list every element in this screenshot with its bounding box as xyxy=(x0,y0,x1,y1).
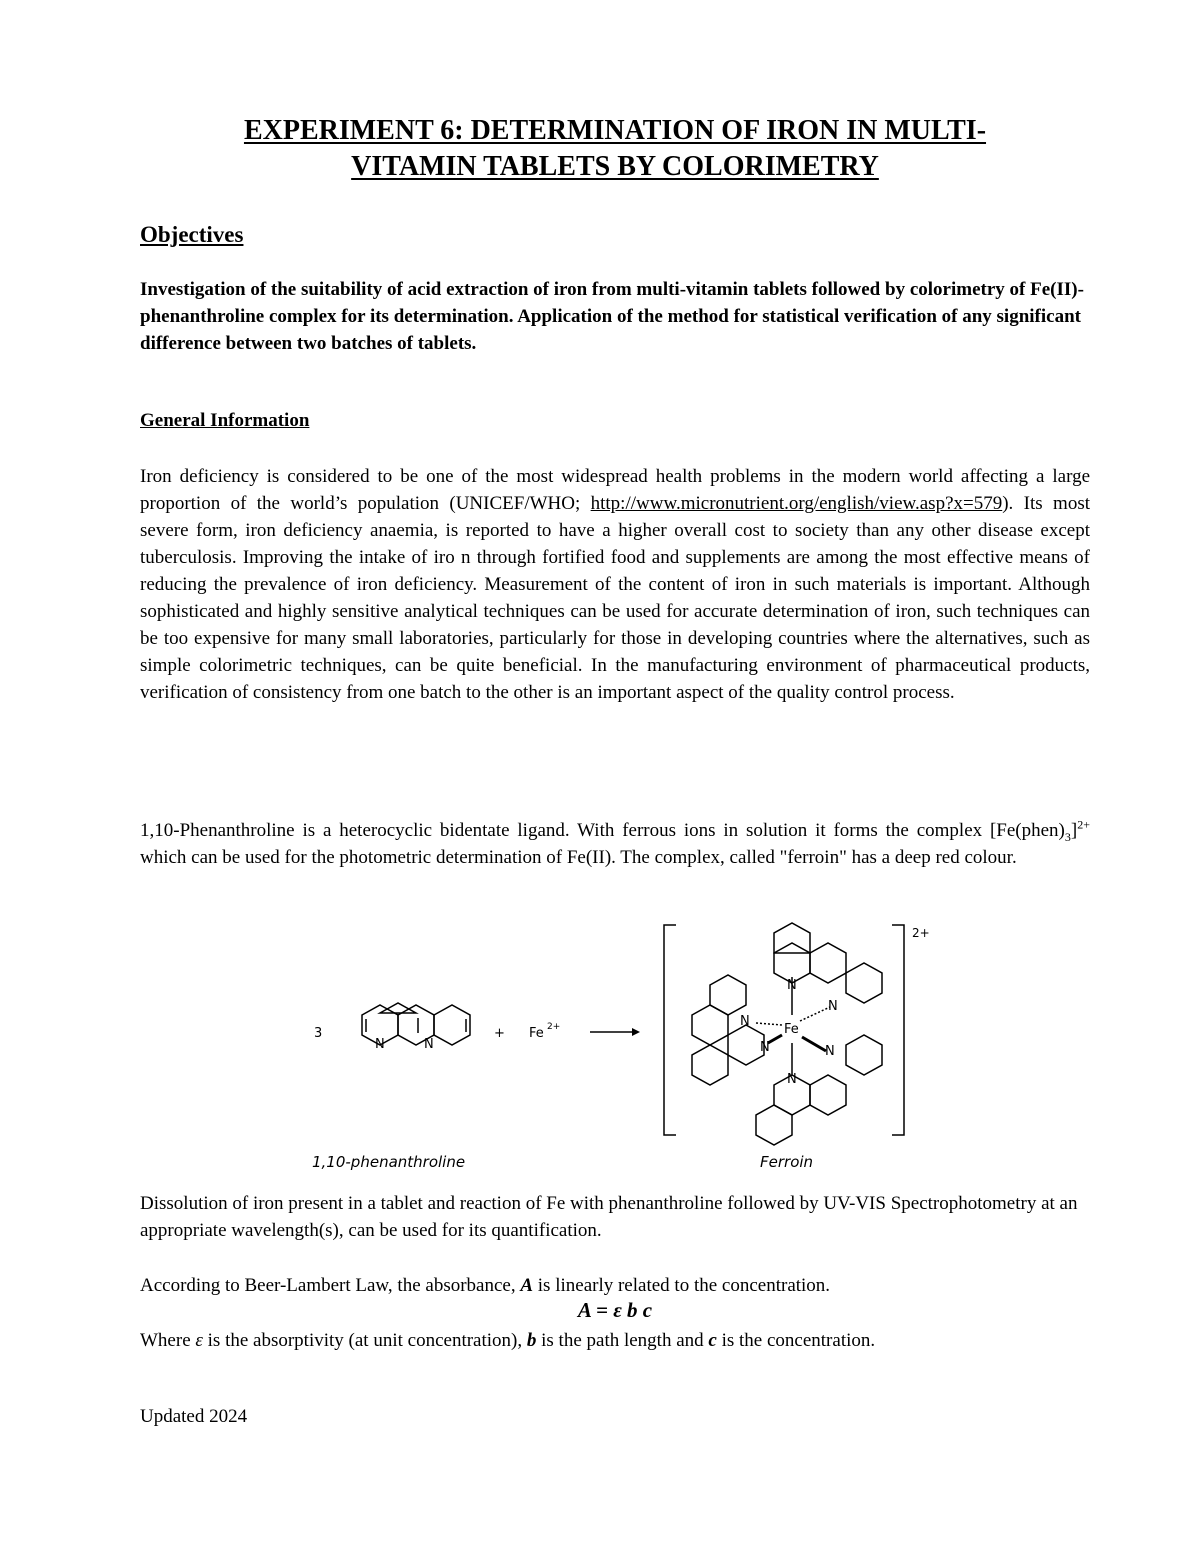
where-text-2: is the absorptivity (at unit concentration), xyxy=(202,1330,527,1351)
document-title xyxy=(140,113,1090,185)
dissolution-paragraph: Dissolution of iron present in a tablet and reaction of Fe with phenanthroline followed by UV-VIS Spectrophotometry at an appropriate wavelength(s), can be used for its quantification. xyxy=(140,1193,1078,1241)
beer-text-1: According to Beer-Lambert Law, the absorbance, xyxy=(140,1275,521,1296)
micronutrient-link[interactable]: http://www.micronutrient.org/english/view.asp?x=579 xyxy=(590,493,1003,514)
title-line-1: EXPERIMENT 6: DETERMINATION OF IRON IN MULTI- xyxy=(243,115,987,146)
phen-n-label-2: N xyxy=(424,1037,434,1052)
ferroin-n-label-3: N xyxy=(740,1014,750,1029)
caption-phenanthroline: 1,10-phenanthroline xyxy=(312,1153,466,1171)
ferroin-n-label-5: N xyxy=(825,1044,835,1059)
phen-text-3: which can be used for the photometric determination of Fe(II). The complex, called "ferroin" has a deep red colour. xyxy=(140,847,1017,868)
ferroin-ligand-bottom xyxy=(756,1035,882,1145)
ferroin-reaction-figure xyxy=(300,915,940,1185)
beer-absorbance-symbol: A xyxy=(520,1275,534,1296)
complex-bracket-right xyxy=(892,925,904,1135)
phenanthroline-paragraph xyxy=(140,817,1090,871)
objectives-paragraph: Investigation of the suitability of acid extraction of iron from multi-vitamin tablets followed by colorimetry of Fe(II)-phenanthroline complex for its determination. Application of the method for statistical verification of any significant difference between two batches of tablets. xyxy=(140,279,1084,354)
formula-explanation xyxy=(140,1327,1090,1354)
phen-text-1: 1,10-Phenanthroline is a heterocyclic bidentate ligand. With ferrous ions in solution it forms the complex [Fe(phen) xyxy=(140,820,1065,841)
beer-lambert-formula: A = ε b c xyxy=(577,1298,653,1322)
updated-footer: Updated 2024 xyxy=(140,1406,248,1427)
b-symbol: b xyxy=(526,1330,537,1351)
reaction-plus: + xyxy=(494,1026,505,1041)
phen-superscript: 2+ xyxy=(1077,817,1090,832)
iron-ion-charge: 2+ xyxy=(547,1022,561,1032)
phen-subscript: 3 xyxy=(1064,829,1071,844)
where-text-3: is the path length and xyxy=(536,1330,709,1351)
phen-text-2: ] xyxy=(1070,820,1078,841)
where-text-1: Where xyxy=(140,1330,196,1351)
c-symbol: c xyxy=(708,1330,717,1351)
complex-charge: 2+ xyxy=(912,926,930,940)
caption-ferroin: Ferroin xyxy=(760,1153,814,1171)
general-text-part-2: ). Its most severe form, iron deficiency anaemia, is reported to have a higher overall cost to society than any other disease except tuberculosis. Improving the intake of iro n through fortified food and supplements are among the most effective means of reducing the prevalence of iron deficiency. Measurement of the content of iron in such materials is important. Although sophisticated and highly sensitive analytical techniques can be used for accurate determination of iron, such techniques can be too expensive for many small laboratories, particularly for those in developing countries where the alternatives, such as simple colorimetric techniques, can be quite beneficial. In the manufacturing environment of pharmaceutical products, verification of consistency from one batch to the other is an important aspect of the quality control process. xyxy=(140,493,1090,703)
epsilon-symbol: ε xyxy=(195,1330,203,1351)
ferroin-n-label-4: N xyxy=(760,1040,770,1055)
complex-bracket-left xyxy=(664,925,676,1135)
iron-ion-label: Fe xyxy=(529,1026,544,1041)
ferroin-n-label-2: N xyxy=(828,999,838,1014)
title-line-2: VITAMIN TABLETS BY COLORIMETRY xyxy=(351,151,879,182)
beer-lambert-paragraph xyxy=(140,1272,1090,1299)
where-text-4: is the concentration. xyxy=(716,1330,876,1351)
ferroin-n-label-6: N xyxy=(787,1072,797,1087)
reaction-coefficient: 3 xyxy=(314,1026,323,1041)
phen-n-label-1: N xyxy=(375,1037,385,1052)
ferroin-n-label-1: N xyxy=(787,978,797,993)
ferroin-fe-label: Fe xyxy=(784,1022,799,1037)
general-text-part-1: Iron deficiency is considered to be one of the most widespread health problems in the modern world affecting a large proportion of the world’s population (UNICEF/WHO; xyxy=(140,466,1090,514)
beer-text-2: is linearly related to the concentration. xyxy=(533,1275,831,1296)
objectives-heading: Objectives xyxy=(140,222,244,247)
general-information-paragraph xyxy=(140,463,1090,706)
general-information-heading: General Information xyxy=(140,410,310,431)
ferroin-ligand-left xyxy=(692,975,764,1085)
